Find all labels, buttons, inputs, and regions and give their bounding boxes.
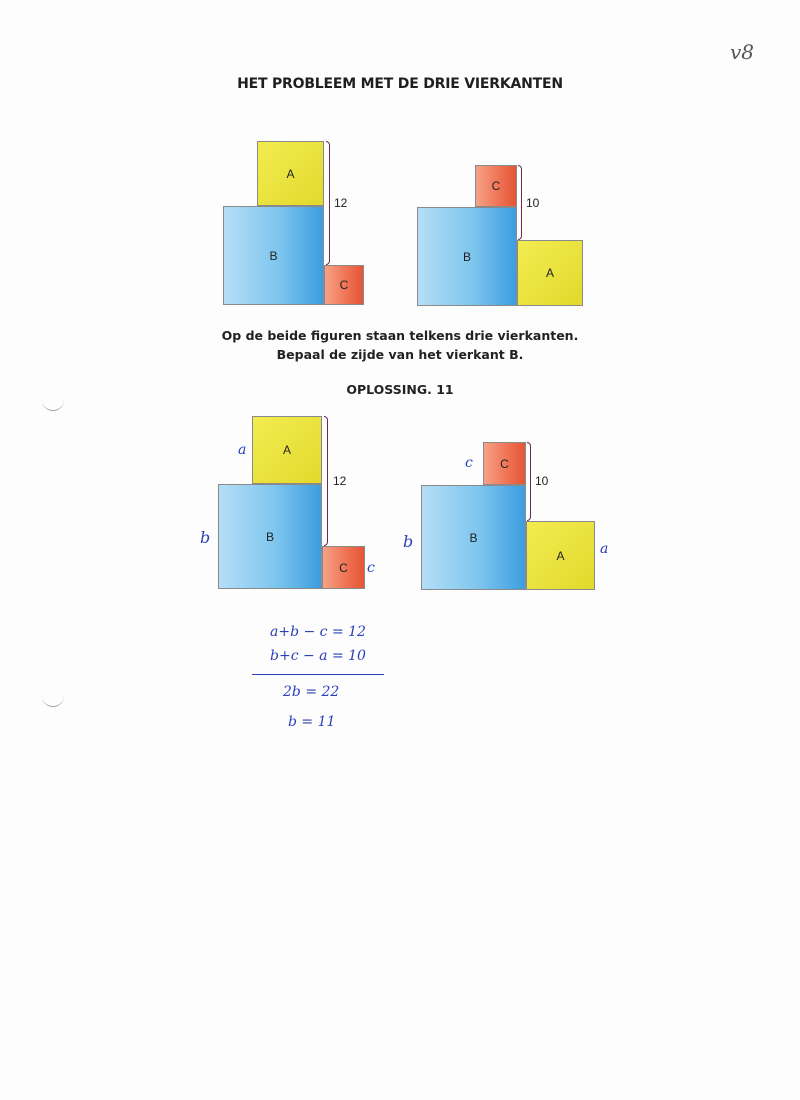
square-b-label: B [469,530,478,545]
punch-hole-mark [42,694,64,707]
handwritten-sum: 2b = 22 [283,684,340,700]
dimension-label: 10 [535,474,549,488]
square-b-label: B [265,529,274,544]
square-a-label: A [545,266,554,280]
square-a-label: A [556,548,565,563]
square-b-label: B [269,248,278,263]
handwritten-var-b: b [403,532,414,551]
square-a [257,141,324,206]
dimension-label: 12 [333,474,347,488]
handwritten-var-c: c [465,455,473,471]
square-c [483,442,526,485]
square-b [218,484,322,589]
punch-hole-mark [42,398,64,411]
handwritten-var-a: a [238,442,247,458]
handwritten-var-a: a [600,541,609,557]
handwritten-var-c: c [367,560,375,576]
dimension-label: 12 [334,196,348,210]
handwritten-equation-2: b+c − a = 10 [270,648,366,664]
square-c-label: C [500,456,509,471]
question-line-2: Bepaal de zijde van het vierkant B. [276,347,524,362]
dimension-brace [324,416,328,546]
page-title: HET PROBLEEM MET DE DRIE VIERKANTEN [237,76,563,92]
square-c-label: C [339,560,348,575]
equation-sum-line [252,674,384,675]
square-a [526,521,595,590]
square-c [475,165,517,207]
dimension-brace [518,165,522,240]
square-b [223,206,324,305]
square-c [324,265,364,305]
handwritten-var-b: b [200,528,211,547]
handwritten-result: b = 11 [288,714,336,730]
square-c-label: C [491,179,501,193]
square-a-label: A [286,166,295,181]
handwritten-equation-1: a+b − c = 12 [270,624,366,640]
square-a [252,416,322,484]
dimension-brace [527,442,531,521]
square-c-label: C [339,278,349,292]
solution-heading: OPLOSSING. 11 [346,382,454,397]
square-b-label: B [462,249,471,264]
corner-mark: v8 [730,40,755,64]
question-line-1: Op de beide figuren staan telkens drie vierkanten. [221,328,579,343]
dimension-label: 10 [526,196,540,210]
square-a-label: A [282,443,291,457]
dimension-brace [326,141,330,265]
square-b [417,207,517,306]
square-c [322,546,365,589]
square-a [517,240,583,306]
square-b [421,485,526,590]
